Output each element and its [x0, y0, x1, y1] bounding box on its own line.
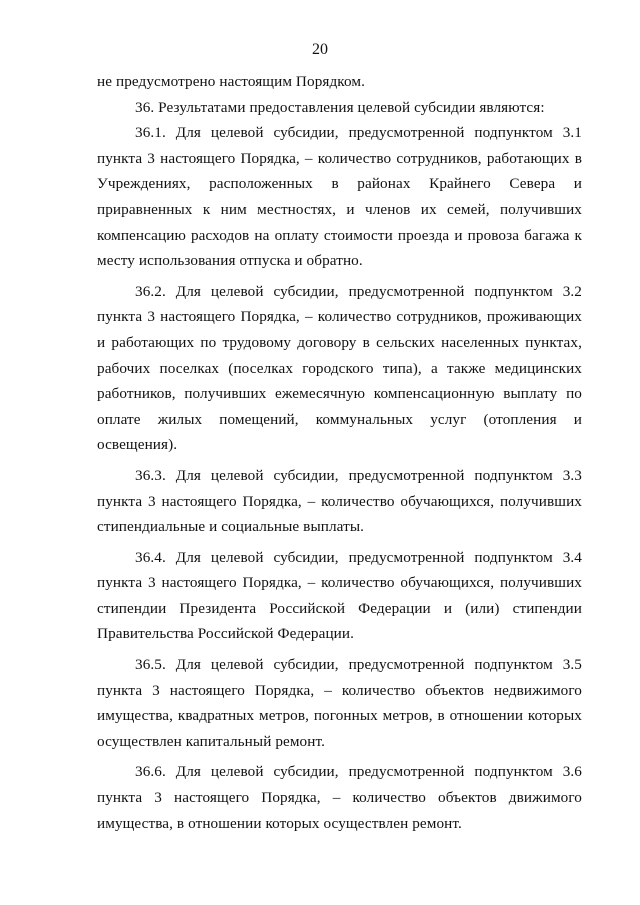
- paragraph-36-5: 36.5. Для целевой субсидии, предусмотренной подпунктом 3.5 пункта 3 настоящего Порядка, – количество объектов недвижимого имущества, квадратных метров, погонных метров, в отношении которых осуществлен капитальный ремонт.: [97, 656, 582, 750]
- paragraph-36-6: 36.6. Для целевой субсидии, предусмотренной подпунктом 3.6 пункта 3 настоящего Порядка, – количество объектов движимого имущества, в отношении которых осуществлен ремонт.: [97, 763, 582, 832]
- paragraph-continuation: не предусмотрено настоящим Порядком.: [97, 73, 366, 90]
- paragraph-36-4: 36.4. Для целевой субсидии, предусмотренной подпунктом 3.4 пункта 3 настоящего Порядка, – количество обучающихся, получивших стипендии Президента Российской Федерации и (или) стипендии Правительства Российской Федерации.: [97, 548, 582, 643]
- paragraph-36: 36. Результатами предоставления целевой субсидии являются:: [135, 98, 545, 116]
- document-body: [97, 69, 582, 836]
- page-number: 20: [312, 41, 328, 58]
- paragraph-36-3: 36.3. Для целевой субсидии, предусмотренной подпунктом 3.3 пункта 3 настоящего Порядка, – количество обучающихся, получивших стипендиальные и социальные выплаты.: [97, 466, 582, 536]
- paragraph-36-2: 36.2. Для целевой субсидии, предусмотренной подпунктом 3.2 пункта 3 настоящего Порядка, – количество сотрудников, проживающих и работающих по трудовому договору в сельских населенных пунктах, рабочих поселках (поселках городского типа), а также медицинских работников, получивших ежемесячную компенсационную выплату по оплате жилых помещений, коммунальных услуг (отопления и освещения).: [97, 282, 582, 454]
- paragraph-36-1: 36.1. Для целевой субсидии, предусмотренной подпунктом 3.1 пункта 3 настоящего Порядка, – количество сотрудников, работающих в Учреждениях, расположенных в районах Крайнего Севера и приравненных к ним местностях, и членов их семей, получивших компенсацию расходов на оплату стоимости проезда и провоза багажа к месту использования отпуска и обратно.: [97, 124, 582, 270]
